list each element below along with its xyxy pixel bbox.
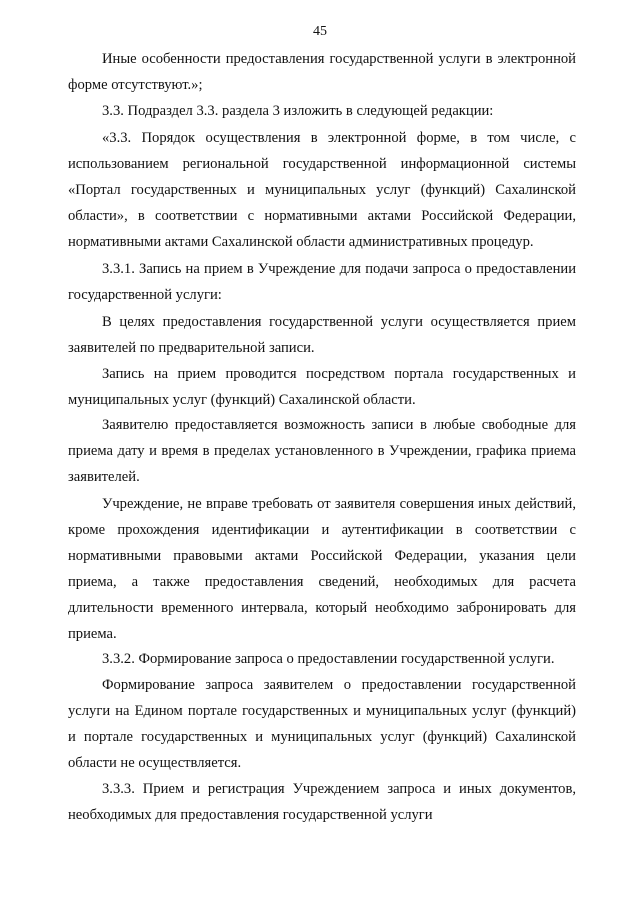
page-number: 45 (313, 24, 327, 39)
paragraph-2: 3.3. Подраздел 3.3. раздела 3 изложить в следующей редакции: (102, 103, 494, 119)
paragraph-9: 3.3.2. Формирование запроса о предоставлении государственной услуги. (102, 651, 555, 667)
paragraph-10: Формирование запроса заявителем о предоставлении государственной услуги на Едином портале государственных и муниципальных услуг (функций) и портале государственных и муниципальных услуг (функций) Сахалинской области не осуществляется. (68, 677, 576, 771)
paragraph-4: 3.3.1. Запись на прием в Учреждение для подачи запроса о предоставлении государственной услуги: (68, 261, 576, 303)
paragraph-1: Иные особенности предоставления государственной услуги в электронной форме отсутствуют.»; (68, 51, 576, 93)
paragraph-5: В целях предоставления государственной услуги осуществляется прием заявителей по предварительной записи. (68, 314, 576, 356)
paragraph-6: Запись на прием проводится посредством портала государственных и муниципальных услуг (функций) Сахалинской области. (68, 366, 576, 408)
paragraph-8: Учреждение, не вправе требовать от заявителя совершения иных действий, кроме прохождения идентификации и аутентификации в соответствии с нормативными правовыми актами Российской Федерации, указания цели приема, а также предоставления сведений, необходимых для расчета длительности временного интервала, который необходимо забронировать для приема. (68, 496, 576, 642)
paragraph-7: Заявителю предоставляется возможность записи в любые свободные для приема дату и время в пределах установленного в Учреждении, графика приема заявителей. (68, 417, 576, 485)
paragraph-11: 3.3.3. Прием и регистрация Учреждением запроса и иных документов, необходимых для предоставления государственной услуги (68, 781, 576, 823)
paragraph-3: «3.3. Порядок осуществления в электронной форме, в том числе, с использованием региональной государственной информационной системы «Портал государственных и муниципальных услуг (функций) Сахалинской области», в соответствии с нормативными актами Российской Федерации, нормативными актами Сахалинской области административных процедур. (68, 130, 576, 250)
